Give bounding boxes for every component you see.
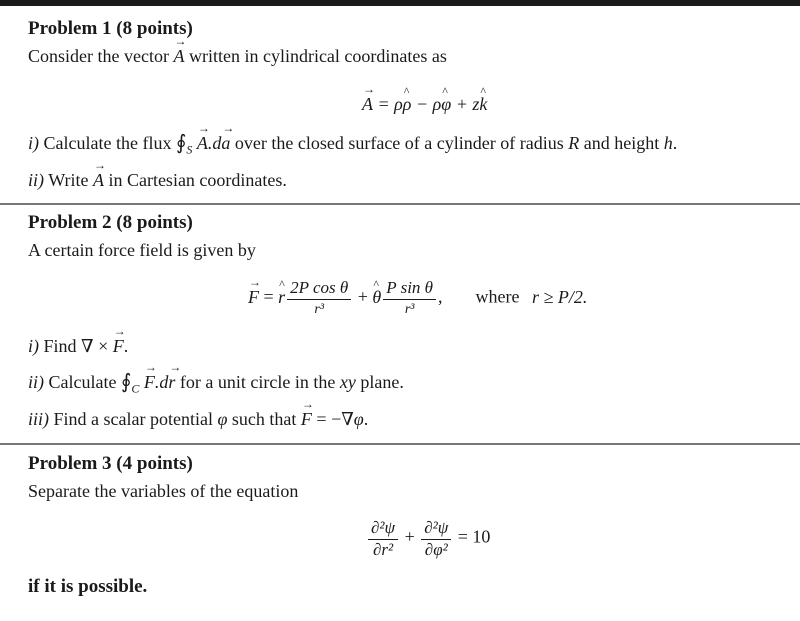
problem-1 <box>28 18 790 67</box>
problem-3-title: Problem 3 (4 points) <box>28 453 193 474</box>
equals-sign: = <box>263 286 274 307</box>
problem-2 <box>28 212 790 261</box>
problem-2-part-iii <box>28 409 790 430</box>
equation-term-3: + z <box>455 94 480 114</box>
problem-1-part-i <box>28 130 790 158</box>
equation-lhs: → A <box>362 94 373 115</box>
part-text: Find ∇ × <box>43 336 113 356</box>
fraction-numerator: P sin θ <box>383 278 436 300</box>
problem-1-parts <box>28 130 790 191</box>
part-label: iii) <box>28 408 49 429</box>
height-symbol: h <box>663 133 673 153</box>
fraction-2 <box>383 278 436 319</box>
problem-2-part-ii <box>28 369 790 397</box>
comma: , <box>438 286 443 307</box>
vector-dr-symbol: → r <box>168 372 175 393</box>
part-label: ii) <box>28 169 44 190</box>
fraction-denominator: r³ <box>404 302 415 317</box>
part-text: Write <box>48 169 89 190</box>
part-label: i) <box>28 133 39 153</box>
fraction-denominator: ∂φ² <box>424 540 448 559</box>
fraction-1 <box>368 518 398 559</box>
part-text: and height <box>583 133 660 153</box>
integral-subscript: C <box>131 381 140 396</box>
problem-3-equation <box>366 518 490 559</box>
problem-3-closing <box>28 576 790 598</box>
vector-a-symbol: → A <box>197 133 208 154</box>
vector-f-symbol: → F <box>113 336 124 357</box>
problem-1-equation <box>362 94 487 115</box>
equation-term-1: = ρ <box>377 94 403 114</box>
condition: r ≥ P/2. <box>532 286 588 307</box>
problem-3 <box>28 453 790 502</box>
part-label: ii) <box>28 372 44 392</box>
fraction-numerator: ∂²ψ <box>421 518 451 540</box>
vector-da-symbol: → a <box>221 133 230 154</box>
part-text: Calculate the flux <box>43 133 172 153</box>
problem-2-intro: A certain force field is given by <box>28 240 256 260</box>
problem-1-intro <box>28 46 790 67</box>
part-text: Calculate <box>48 372 117 392</box>
vector-a-symbol: → A <box>173 46 184 67</box>
problem-1-intro-rest: written in cylindrical coordinates as <box>188 46 447 66</box>
problem-2-title: Problem 2 (8 points) <box>28 212 193 233</box>
part-text: such that <box>231 408 297 429</box>
top-border <box>0 0 800 6</box>
section-divider <box>0 203 800 205</box>
part-text: Find a scalar potential <box>53 408 213 429</box>
part-text: over the closed surface of a cylinder of radius <box>234 133 564 153</box>
part-text: plane. <box>360 372 404 392</box>
problem-2-parts <box>28 336 790 430</box>
fraction-denominator: ∂r² <box>372 540 394 559</box>
r-hat: ^ r <box>278 287 285 308</box>
vector-f-symbol: → F <box>301 409 312 430</box>
problem-1-title: Problem 1 (8 points) <box>28 18 193 39</box>
closing-text: if it is possible. <box>28 576 148 597</box>
rho-hat: ^ ρ <box>403 94 412 115</box>
radius-symbol: R <box>568 133 580 153</box>
integral-subscript: S <box>186 142 193 157</box>
fraction-1 <box>287 278 351 319</box>
closed-integral-symbol: ∮ <box>120 371 132 393</box>
k-hat: ^ k <box>479 94 487 115</box>
problem-2-equation <box>248 278 587 319</box>
equation-rhs: = 10 <box>457 526 491 547</box>
section-divider <box>0 443 800 445</box>
part-text: for a unit circle in the <box>179 372 336 392</box>
phi-symbol: φ <box>217 408 228 429</box>
problem-1-intro-text: Consider the vector <box>28 46 169 66</box>
fraction-numerator: 2P cos θ <box>287 278 351 300</box>
period: . <box>123 336 129 356</box>
xy-symbol: xy <box>339 372 356 392</box>
phi-hat: ^ φ <box>441 94 451 115</box>
part-label: i) <box>28 336 39 356</box>
problem-2-part-i <box>28 336 790 357</box>
differential: .d <box>207 133 222 153</box>
vector-f-symbol: → F <box>248 287 259 308</box>
negative-gradient: = −∇ <box>316 408 354 429</box>
period: . <box>363 408 369 429</box>
fraction-numerator: ∂²ψ <box>368 518 398 540</box>
fraction-denominator: r³ <box>314 302 325 317</box>
plus-sign: + <box>357 286 368 307</box>
phi-symbol: φ <box>353 408 364 429</box>
vector-f-symbol: → F <box>144 372 155 393</box>
theta-hat: ^ θ <box>372 287 381 308</box>
where-text: where <box>475 286 520 307</box>
closed-integral-symbol: ∮ <box>175 132 187 154</box>
vector-a-symbol: → A <box>93 170 104 191</box>
problem-1-part-ii <box>28 170 790 191</box>
part-text: in Cartesian coordinates. <box>108 169 287 190</box>
problem-3-intro: Separate the variables of the equation <box>28 481 299 501</box>
fraction-2 <box>421 518 451 559</box>
plus-sign: + <box>404 526 415 547</box>
period: . <box>672 133 678 153</box>
differential: .d <box>154 372 169 392</box>
equation-term-2: − ρ <box>415 94 442 114</box>
